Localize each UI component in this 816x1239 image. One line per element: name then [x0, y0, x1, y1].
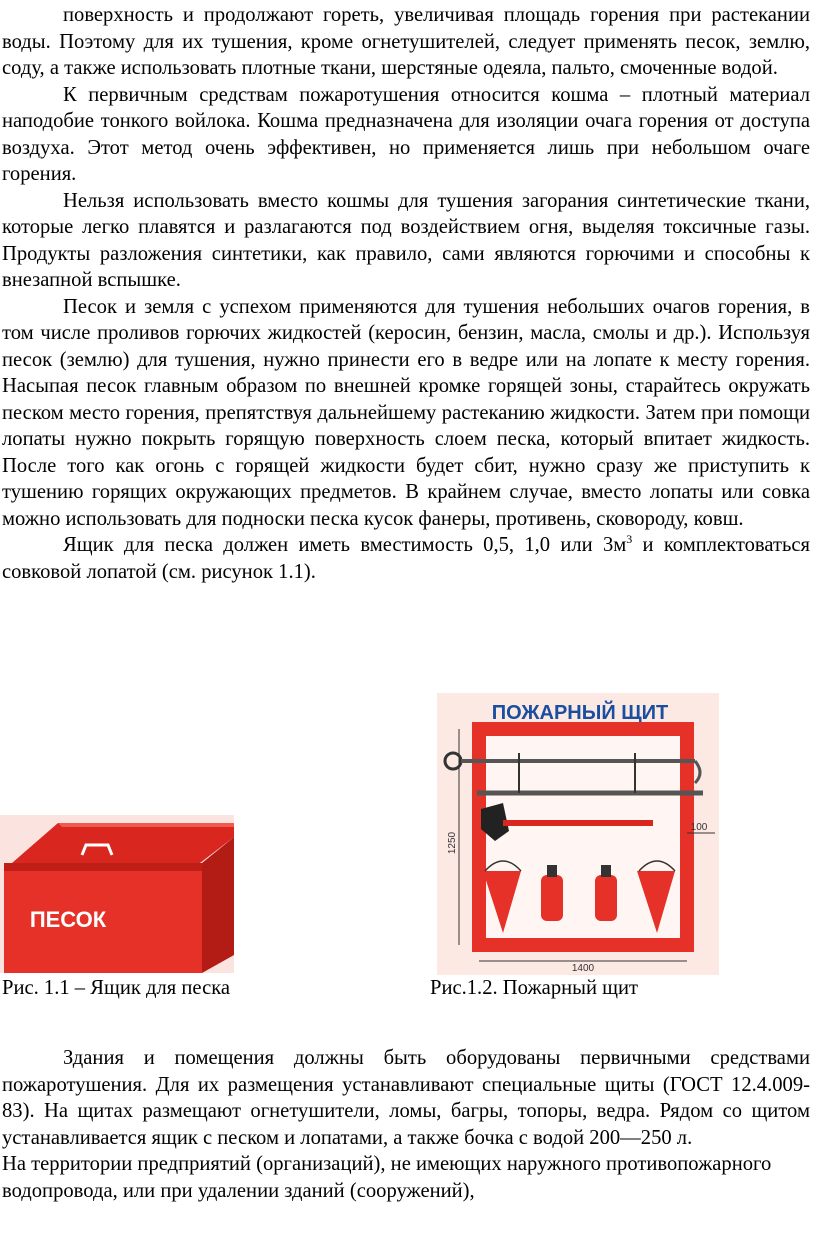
paragraph-5: [2, 532, 812, 585]
dim-height-label: 1250: [447, 831, 458, 855]
text-block-bottom: [2, 1045, 812, 1204]
sand-box-icon: [0, 815, 234, 973]
paragraph-3: Нельзя использовать вместо кошмы для тушения загорания синтетические ткани, которые легко плавятся и разлагаются под воздействием огня, выделяя токсичные газы. Продукты разложения синтетики, как правило, сами являются горючими и способны к внезапной вспышке.: [2, 189, 810, 291]
dim-width-label: 1400: [571, 963, 595, 974]
paragraph-2: К первичным средствам пожаротушения относится кошма – плотный материал наподобие тонкого войлока. Кошма предназначена для изоляции очага горения от доступа воздуха. Этот метод очень эффективен, но применяется лишь при небольшом очаге горения.: [2, 83, 810, 185]
superscript-3: 3: [626, 532, 633, 547]
text-block-top: [2, 2, 812, 585]
fire-board-icon: [437, 693, 719, 975]
sand-box-label: ПЕСОК: [29, 907, 107, 932]
paragraph-7: На территории предприятий (организаций), не имеющих наружного противопожарного водопровода, или при удалении зданий (сооружений),: [2, 1153, 772, 1202]
paragraph-5-text-b: и комплектоваться совковой лопатой (см. рисунок 1.1).: [2, 534, 810, 583]
paragraph-4: Песок и земля с успехом применяются для тушения небольших очагов горения, в том числе проливов горючих жидкостей (керосин, бензин, масла, смолы и др.). Используя песок (землю) для тушения, нужно принести его в ведре или на лопате к месту горения. Насыпая песок главным образом по внешней кромке горящей зоны, старайтесь окружать песком место горения, препятствуя дальнейшему растеканию жидкости. Затем при помощи лопаты нужно покрыть горящую поверхность слоем песка, который впитает жидкость. После того как огонь с горящей жидкости будет сбит, нужно сразу же приступить к тушению горящих окружающих предметов. В крайнем случае, вместо лопаты или совка можно использовать для подноски песка кусок фанеры, противень, сковороду, ковш.: [2, 295, 810, 530]
paragraph-1: поверхность и продолжают гореть, увеличивая площадь горения при растекании воды. Поэтому для их тушения, кроме огнетушителей, следует применять песок, землю, соду, а также использовать плотные ткани, шерстяные одеяла, пальто, смоченные водой.: [2, 4, 810, 79]
figure-1-2-caption: Рис.1.2. Пожарный щит: [430, 977, 639, 999]
figure-1-1-caption: Рис. 1.1 – Ящик для песка: [2, 977, 231, 999]
sand-box-figure: [0, 815, 234, 973]
paragraph-6: Здания и помещения должны быть оборудованы первичными средствами пожаротушения. Для их размещения устанавливают специальные щиты (ГОСТ 12.4.009-83). На щитах размещают огнетушители, ломы, багры, топоры, ведра. Рядом со щитом устанавливается ящик с песком и лопатами, а также бочка с водой 200—250 л.: [2, 1047, 810, 1149]
fire-board-figure: [437, 693, 719, 975]
fire-board-title: ПОЖАРНЫЙ ЩИТ: [491, 702, 669, 724]
dim-side-label: 100: [690, 822, 708, 833]
paragraph-5-text-a: Ящик для песка должен иметь вместимость 0,5, 1,0 или 3м: [63, 534, 627, 556]
